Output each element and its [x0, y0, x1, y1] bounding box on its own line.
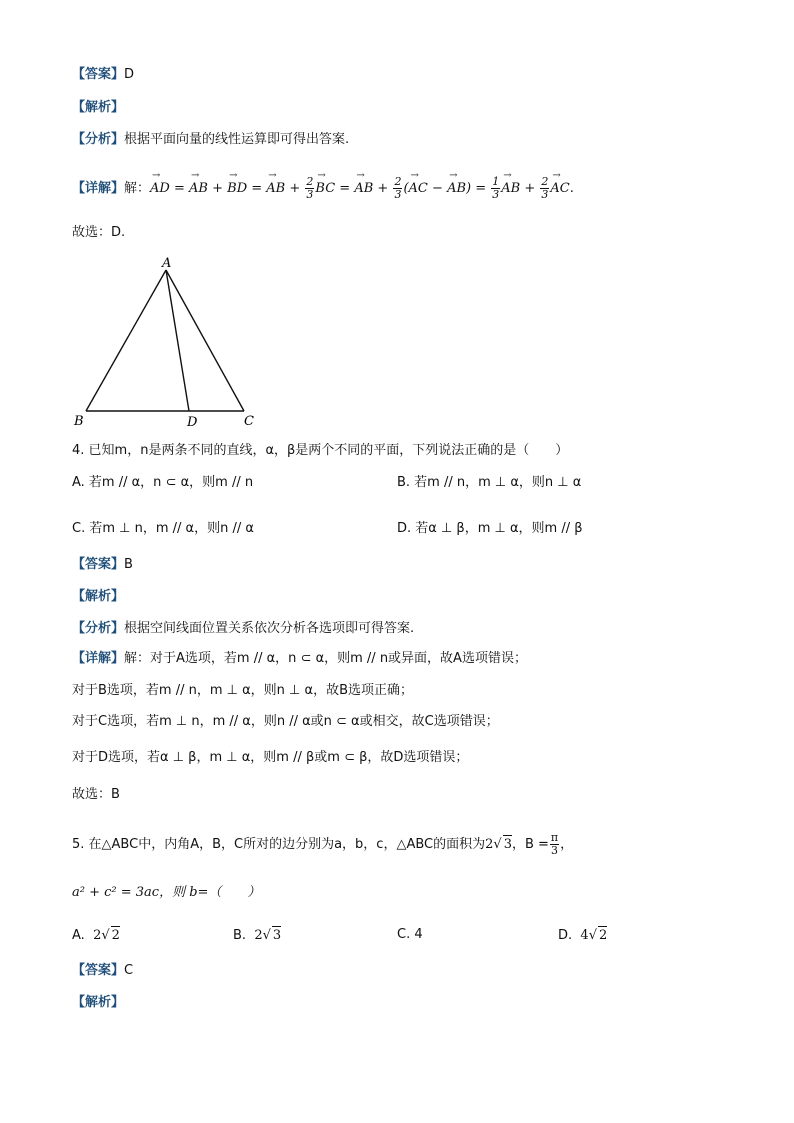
vector-equation: → AD = → AB + → BD = → AB + $\frac{2}{3}$ → BC = → AB + $\frac{2}{3}$ (→ AC − → AB) = $\frac{1}{3}$ → AB + $\frac{2}{3}$ → AC — [150, 181, 570, 196]
answer-value: D — [124, 67, 135, 82]
q5-stem: 5. 在△ABC中，内角A，B，C所对的边分别为a，b，c，△ABC的面积为2√ 3，B = $\frac{\pi}{3}$ ， — [72, 831, 574, 857]
label-B: B — [74, 414, 84, 429]
q5-analysis-line — [72, 994, 124, 1012]
detail-tag: 【详解】 — [72, 181, 125, 196]
angle-b-fraction: $\frac{\pi}{3}$ — [550, 831, 559, 857]
analysis-tag: 【解析】 — [72, 589, 125, 604]
q4-detail-line-1 — [72, 650, 527, 668]
answer-tag: 【答案】 — [72, 963, 125, 978]
answer-tag: 【答案】 — [72, 557, 125, 572]
q3-detail-line: 【详解】解：→ AD = → AB + → BD = → AB + $\frac{2}{3}$ → BC = → AB + $\frac{2}{3}$ (→ AC − → AB) = $\frac{1}{3}$ → AB + $\frac{2}{3}$ → AC. — [72, 176, 574, 201]
analysis-tag: 【解析】 — [72, 100, 125, 115]
detail-prefix: 解： — [124, 181, 151, 196]
q3-conclusion: 故选：D. — [72, 225, 126, 240]
label-A: A — [162, 256, 172, 271]
q4-fenxi-line — [72, 620, 414, 638]
q3-answer-line — [72, 66, 134, 84]
q4-conclusion: 故选：B — [72, 787, 120, 802]
label-C: C — [244, 414, 254, 429]
q4-option-d: D. 若α ⊥ β，m ⊥ α，则m // β — [397, 521, 583, 536]
fenxi-text: 根据平面向量的线性运算即可得出答案. — [124, 132, 350, 147]
q3-fenxi-line — [72, 131, 349, 149]
q5-answer-line — [72, 962, 133, 980]
q5-option-a: A. 2√ 2 — [72, 928, 120, 943]
answer-tag: 【答案】 — [72, 67, 125, 82]
q4-detail-line-4: 对于D选项，若α ⊥ β，m ⊥ α，则m // β或m ⊂ β，故D选项错误； — [72, 750, 469, 765]
area-value: 2√ 3 — [485, 837, 512, 852]
q4-stem: 4. 已知m，n是两条不同的直线，α，β是两个不同的平面，下列说法正确的是（ ） — [72, 443, 569, 458]
q5-stem-part1: 5. 在△ABC中，内角A，B，C所对的边分别为a，b，c，△ABC的面积为 — [72, 837, 486, 852]
answer-value: B — [124, 557, 133, 572]
q4-detail-line-3: 对于C选项，若m ⊥ n，m // α，则n // α或n ⊂ α或相交，故C选项错误； — [72, 714, 499, 729]
detail-tag: 【详解】 — [72, 651, 125, 666]
label-D: D — [187, 415, 198, 430]
q4-answer-line — [72, 556, 133, 574]
q4-option-b: B. 若m // n，m ⊥ α，则n ⊥ α — [397, 475, 582, 490]
fenxi-text: 根据空间线面位置关系依次分析各选项即可得答案. — [124, 621, 415, 636]
q3-analysis-line — [72, 99, 124, 117]
q4-option-a: A. 若m // α，n ⊂ α，则m // n — [72, 475, 254, 490]
fenxi-tag: 【分析】 — [72, 132, 125, 147]
q5-condition: a² + c² = 3ac，则 b=（ ） — [72, 885, 261, 900]
q4-analysis-line — [72, 588, 124, 606]
q5-option-b: B. 2√ 3 — [233, 928, 282, 943]
q5-option-d: D. 4√ 2 — [558, 928, 608, 943]
answer-value: C — [124, 963, 134, 978]
analysis-tag: 【解析】 — [72, 995, 125, 1010]
fenxi-tag: 【分析】 — [72, 621, 125, 636]
triangle-figure — [70, 252, 270, 432]
detail-text: 解：对于A选项，若m // α，n ⊂ α，则m // n或异面，故A选项错误； — [124, 651, 527, 666]
q4-detail-line-2: 对于B选项，若m // n，m ⊥ α，则n ⊥ α，故B选项正确； — [72, 683, 413, 698]
q5-option-c: C. 4 — [397, 927, 423, 942]
q5-stem-part2: ，B = — [511, 837, 549, 852]
q4-option-c: C. 若m ⊥ n，m // α，则n // α — [72, 521, 254, 536]
